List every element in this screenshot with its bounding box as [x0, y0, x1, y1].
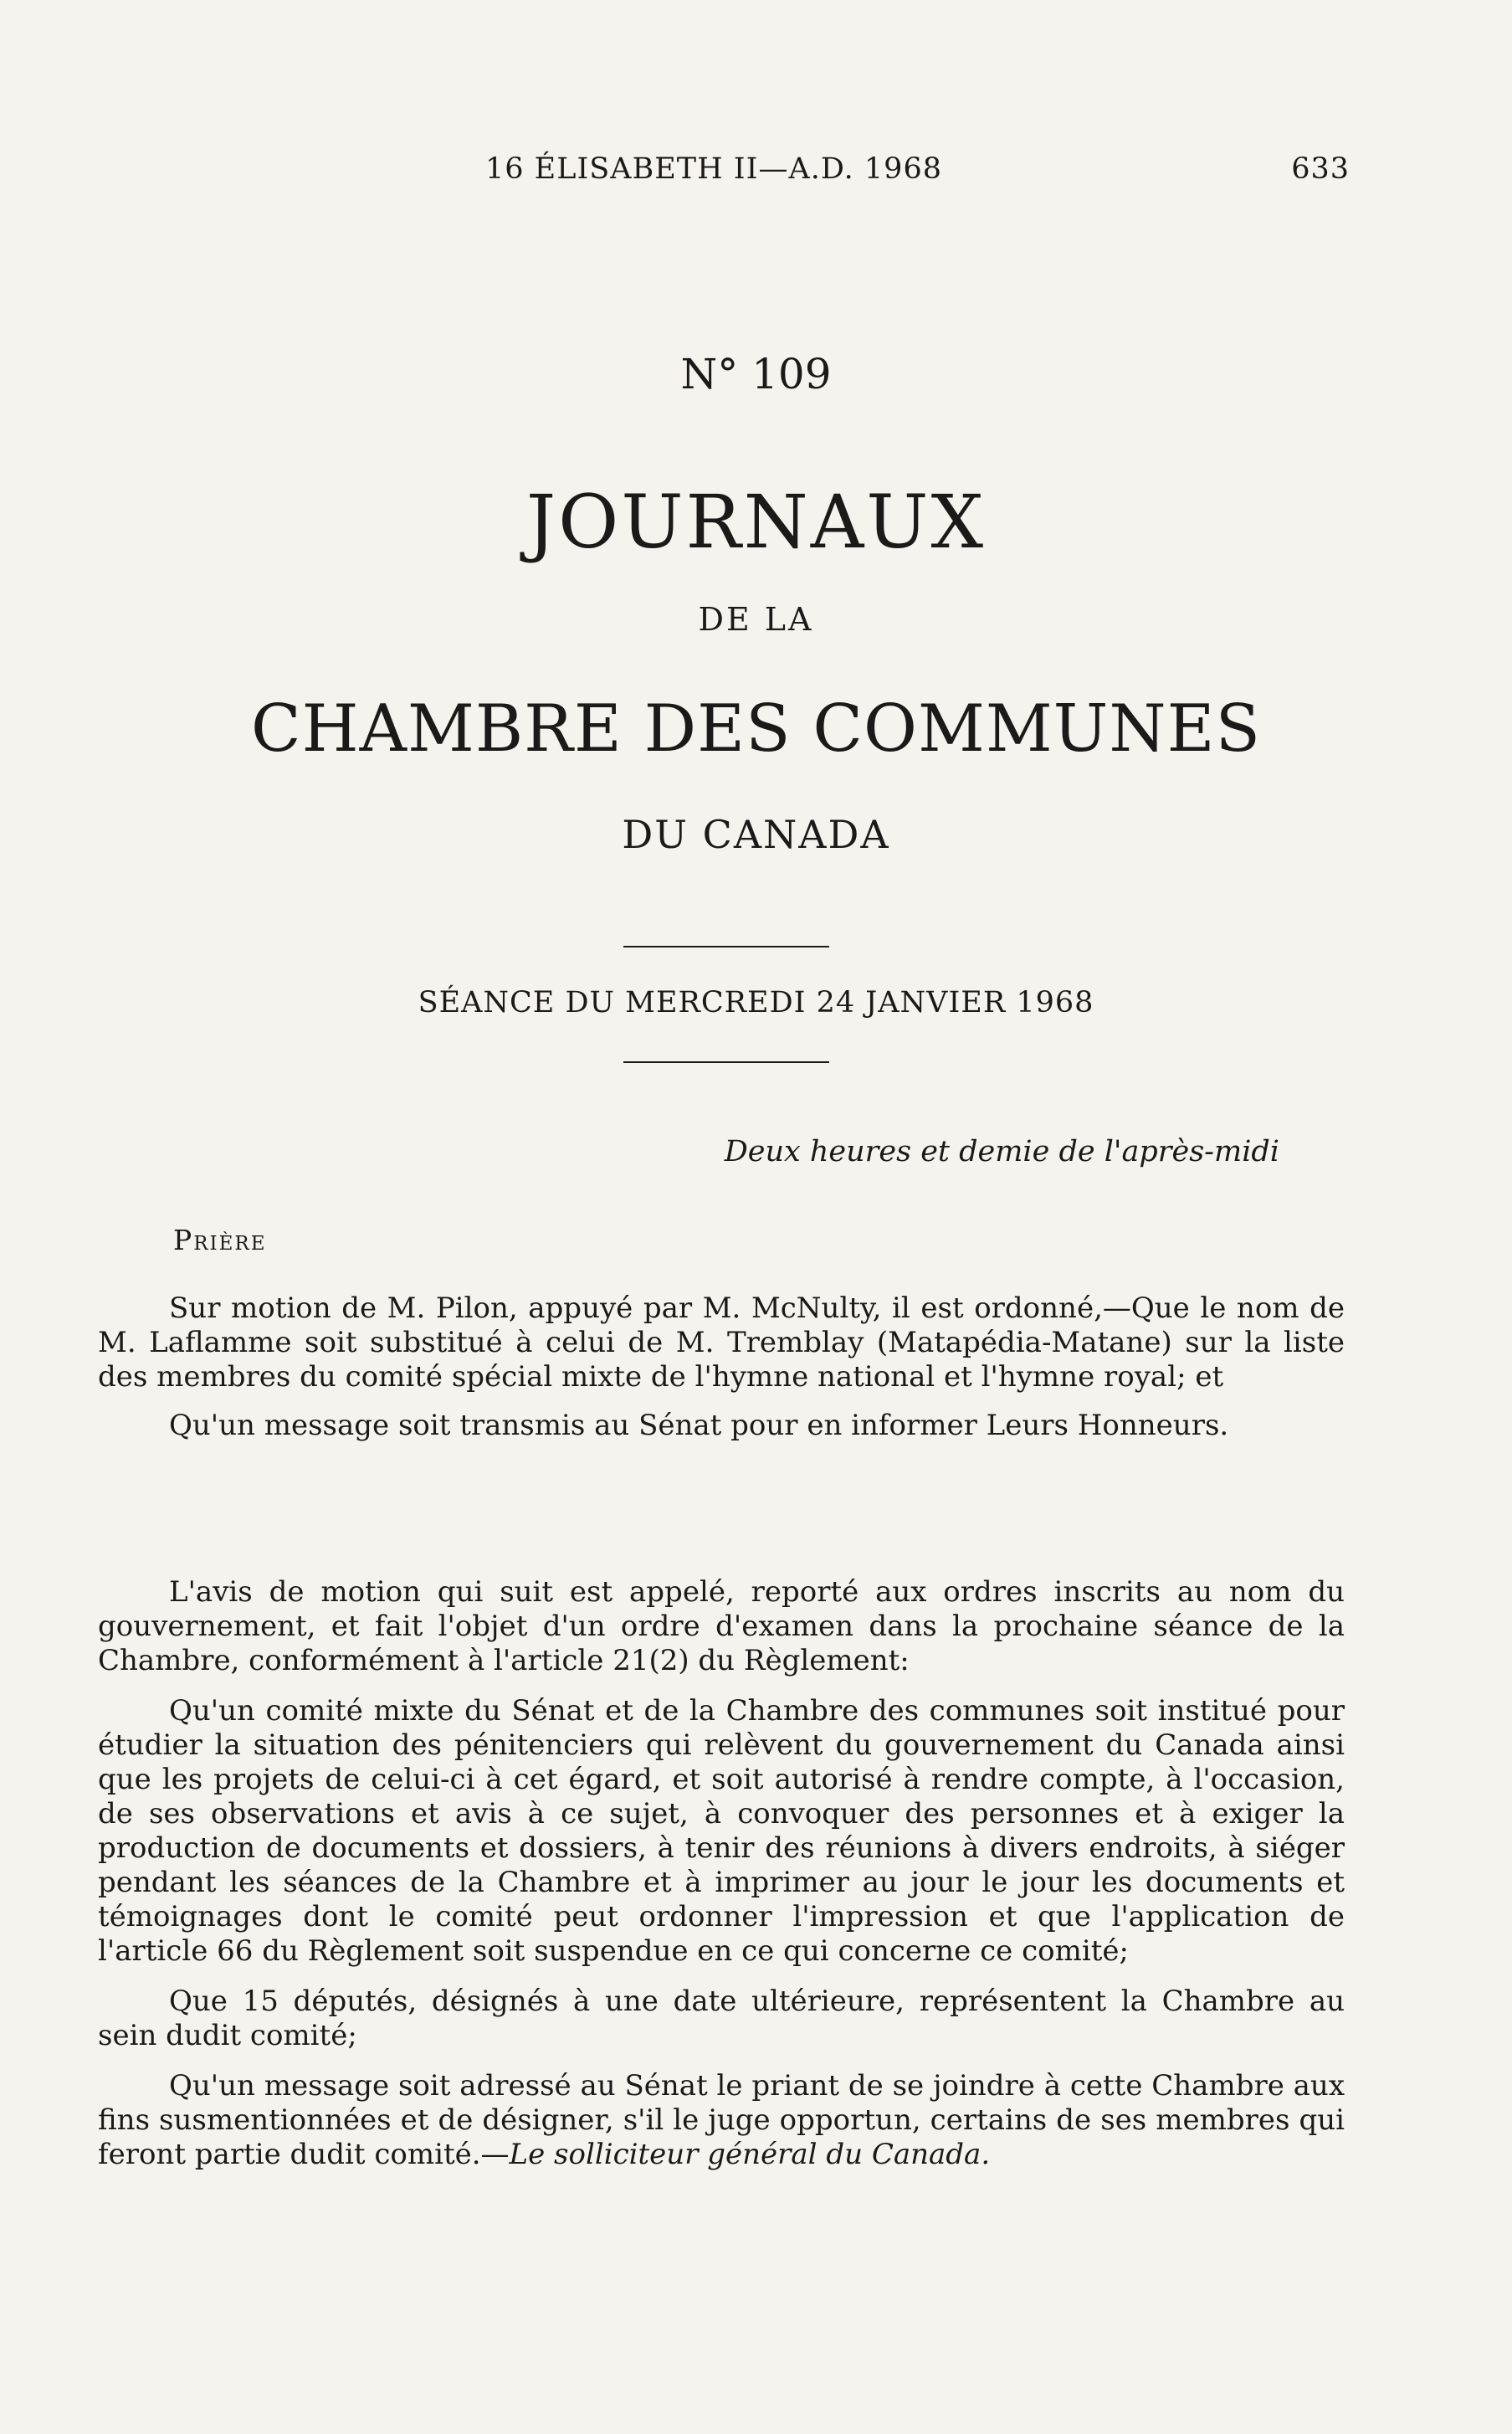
country-name: DU CANADA [622, 812, 890, 857]
paragraph-text: Qu'un message soit adressé au Sénat le priant de se joindre à cette Chambre aux fins susmentionnées et de désigner, s'il le juge opportun, certains de ses membres qui feront partie dudit comité.— [98, 2069, 1345, 2171]
chamber-name: CHAMBRE DES COMMUNES [250, 691, 1262, 767]
paragraph: Qu'un message soit transmis au Sénat pour en informer Leurs Honneurs. [169, 1409, 1229, 1442]
page-number: 633 [1291, 152, 1350, 186]
journal-subtitle-de-la: DE LA [698, 601, 814, 638]
substitution-motion [98, 1291, 1345, 1443]
running-head [0, 152, 1512, 194]
prayer-heading: Prière [173, 1224, 267, 1256]
sitting-date: SÉANCE DU MERCREDI 24 JANVIER 1968 [418, 986, 1094, 1019]
journal-title: JOURNAUX [525, 479, 987, 565]
paragraph: Que 15 députés, désignés à une date ultérieure, représentent la Chambre au sein dudit comité; [98, 1985, 1345, 2052]
issue-number: N° 109 [680, 350, 832, 398]
paragraph: Qu'un comité mixte du Sénat et de la Chambre des communes soit institué pour étudier la situation des pénitenciers qui relèvent du gouvernement du Canada ainsi que les projets de celui-ci à cet égard, et soit autorisé à rendre compte, à l'occasion, de ses observations et avis à ce sujet, à convoquer des personnes et à exiger la production de documents et dossiers, à tenir des réunions à divers endroits, à siéger pendant les séances de la Chambre et à imprimer au jour le jour les documents et témoignages dont le comité peut ordonner l'impression et que l'application de l'article 66 du Règlement soit suspendue en ce qui concerne ce comité; [98, 1694, 1345, 1968]
running-title: 16 ÉLISABETH II—A.D. 1968 [485, 152, 942, 186]
sitting-time: Deux heures et demie de l'après-midi [724, 1135, 1279, 1168]
paragraph: Sur motion de M. Pilon, appuyé par M. McNulty, il est ordonné,—Que le nom de M. Laflamme soit substitué à celui de M. Tremblay (Matapédia-Matane) sur la liste des membres du comité spécial mixte de l'hymne national et l'hymne royal; et [98, 1291, 1345, 1394]
paragraph: L'avis de motion qui suit est appelé, reporté aux ordres inscrits au nom du gouvernement, et fait l'objet d'un ordre d'examen dans la prochaine séance de la Chambre, conformément à l'article 21(2) du Règlement: [98, 1575, 1345, 1677]
signature: Le solliciteur général du Canada. [509, 2138, 991, 2171]
paragraph [98, 2069, 1345, 2172]
notice-of-motion [98, 1575, 1345, 2172]
divider-rule-top [623, 946, 829, 947]
divider-rule-bottom [623, 1061, 829, 1063]
